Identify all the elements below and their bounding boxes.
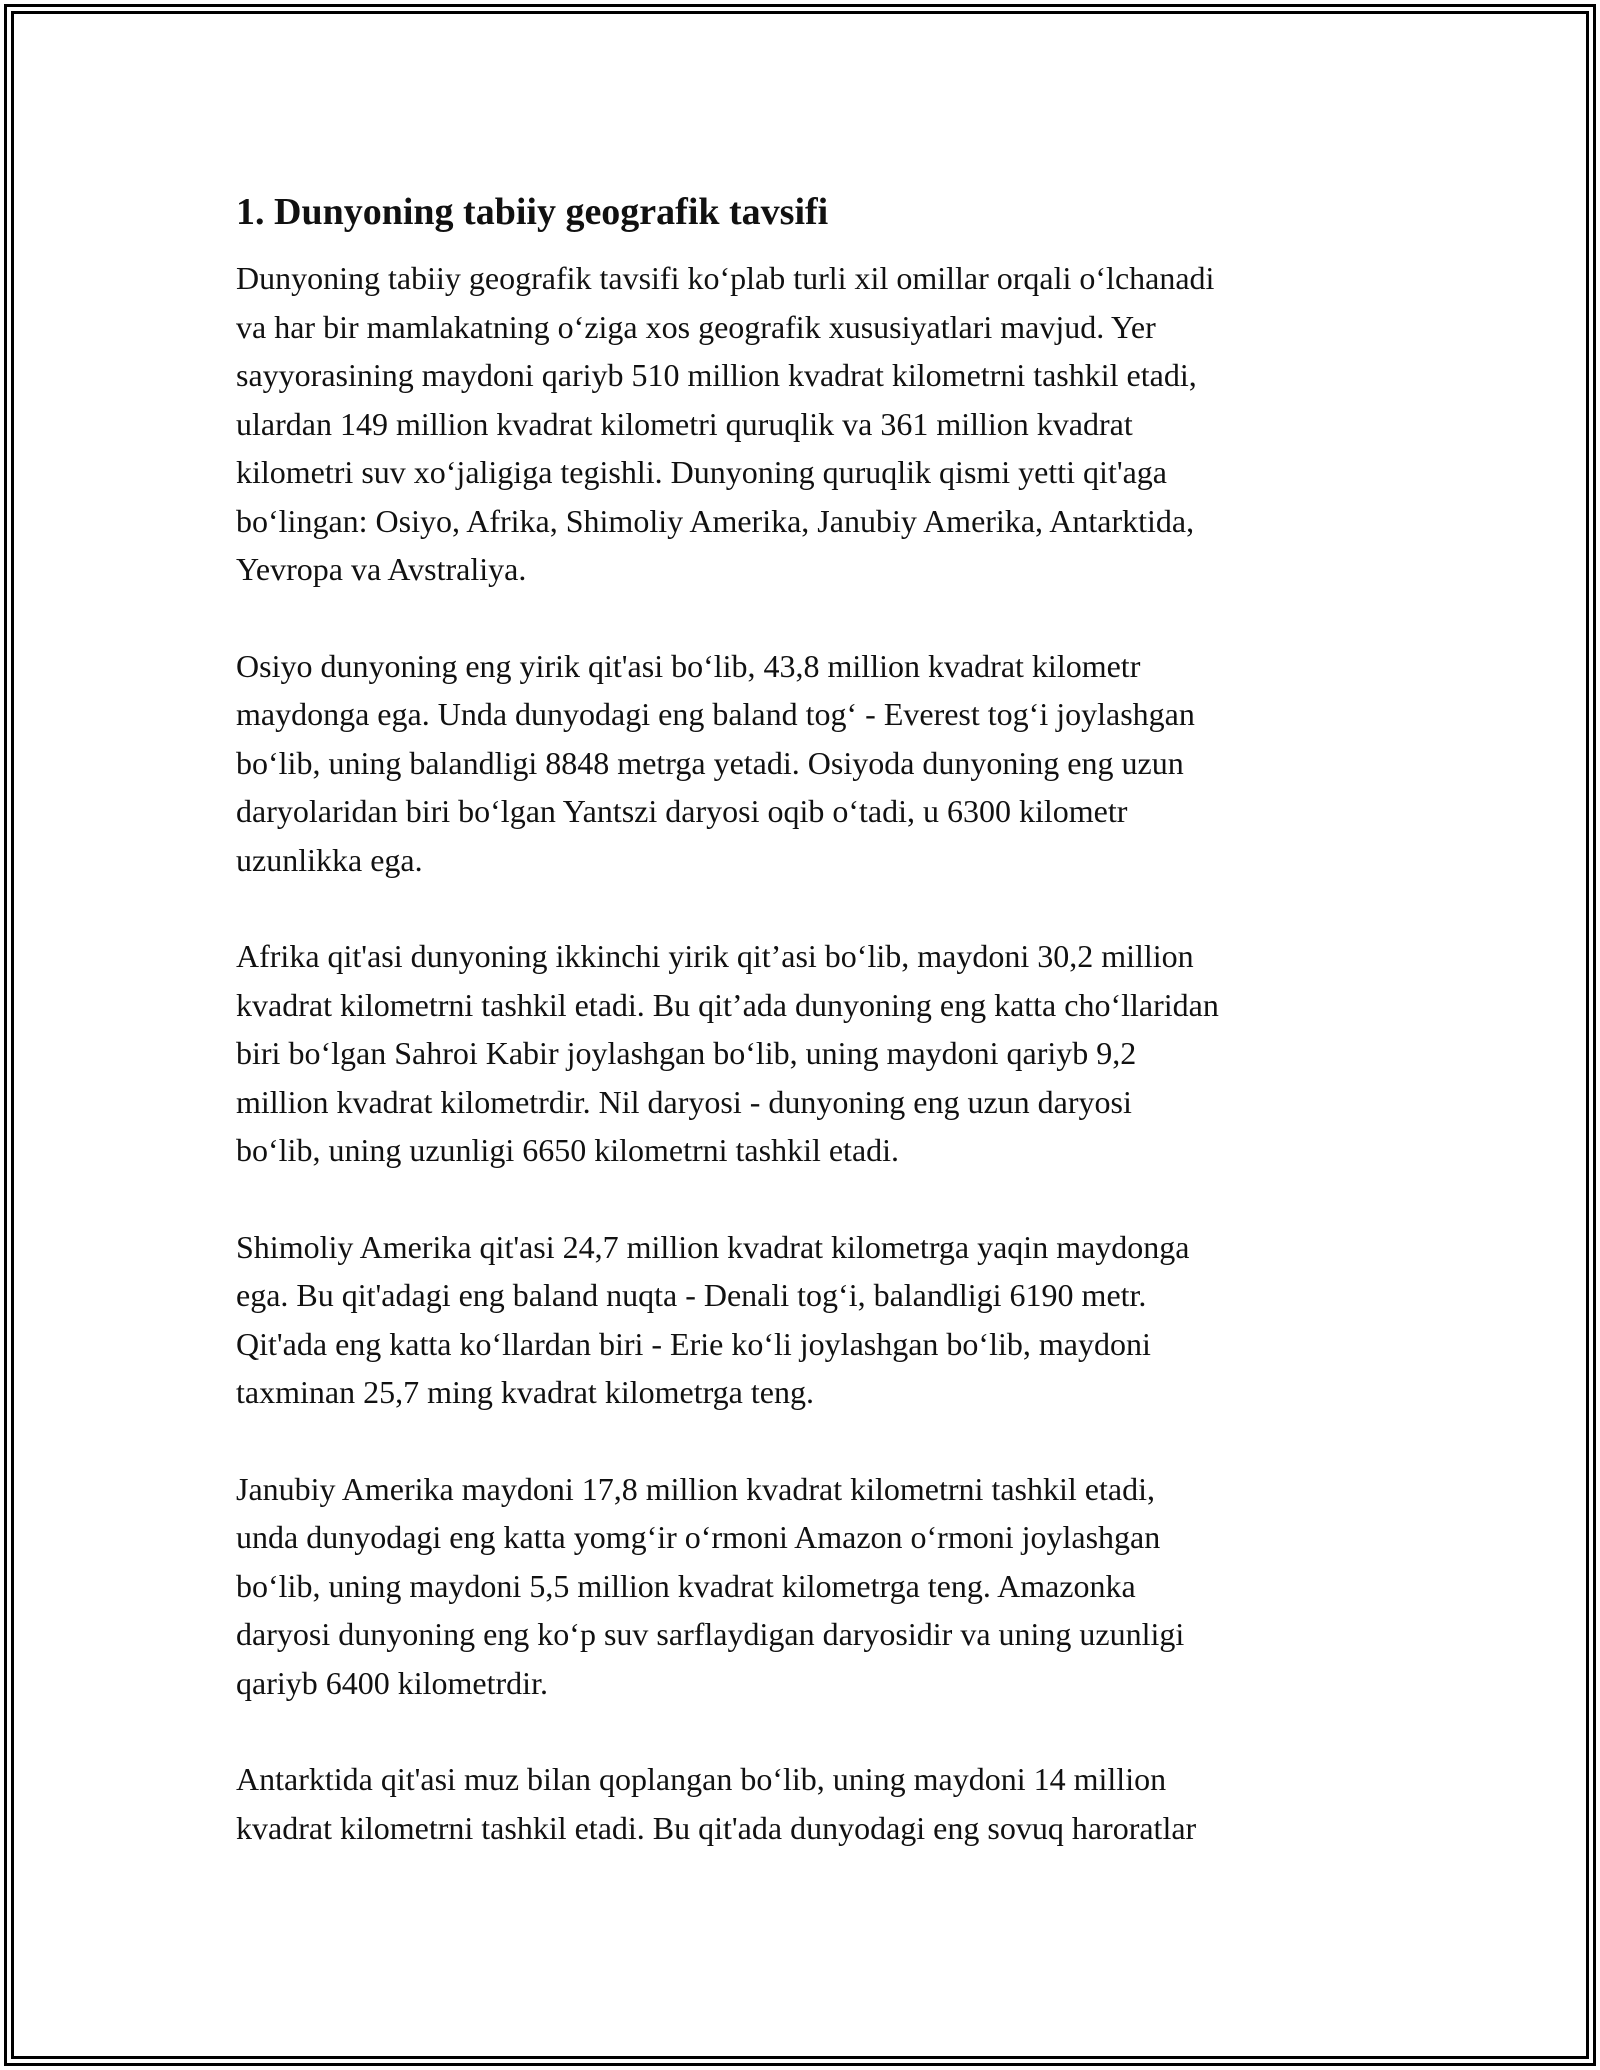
paragraph-line: bo‘lingan: Osiyo, Afrika, Shimoliy Amerika, Janubiy Amerika, Antarktida, <box>236 502 1195 539</box>
paragraph-line: maydonga ega. Unda dunyodagi eng baland tog‘ - Everest tog‘i joylashgan <box>236 696 1195 732</box>
paragraph-line: million kvadrat kilometrdir. Nil daryosi - dunyoning eng uzun daryosi <box>236 1083 1132 1120</box>
paragraph-line: taxminan 25,7 ming kvadrat kilometrga teng. <box>236 1374 814 1410</box>
paragraph-line: biri bo‘lgan Sahroi Kabir joylashgan bo‘lib, uning maydoni qariyb 9,2 <box>236 1035 1137 1071</box>
paragraph-line: Yevropa va Avstraliya. <box>236 551 527 587</box>
paragraph-line: sayyorasining maydoni qariyb 510 million kvadrat kilometrni tashkil etadi, <box>236 357 1197 393</box>
paragraph-line: bo‘lib, uning maydoni 5,5 million kvadrat kilometrga teng. Amazonka <box>236 1567 1136 1604</box>
paragraph-line: uzunlikka ega. <box>236 841 423 878</box>
paragraph <box>236 642 1368 885</box>
paragraph-list <box>236 254 1368 1852</box>
paragraph <box>236 1465 1368 1708</box>
paragraph <box>236 1755 1368 1852</box>
paragraph-line: Qit'ada eng katta ko‘llardan biri - Erie ko‘li joylashgan bo‘lib, maydoni <box>236 1325 1151 1362</box>
paragraph <box>236 932 1368 1175</box>
paragraph-line: Antarktida qit'asi muz bilan qoplangan bo‘lib, uning maydoni 14 million <box>236 1761 1167 1797</box>
paragraph-line: qariyb 6400 kilometrdir. <box>236 1664 548 1701</box>
paragraph-line: ega. Bu qit'adagi eng baland nuqta - Denali tog‘i, balandligi 6190 metr. <box>236 1277 1147 1313</box>
paragraph-line: va har bir mamlakatning o‘ziga xos geografik xususiyatlari mavjud. Yer <box>236 308 1156 345</box>
paragraph-line: kvadrat kilometrni tashkil etadi. Bu qit'ada dunyodagi eng sovuq haroratlar <box>236 1809 1197 1846</box>
paragraph-line: Shimoliy Amerika qit'asi 24,7 million kvadrat kilometrga yaqin maydonga <box>236 1228 1190 1265</box>
paragraph-line: bo‘lib, uning balandligi 8848 metrga yetadi. Osiyoda dunyoning eng uzun <box>236 744 1184 781</box>
paragraph-line: daryosi dunyoning eng ko‘p suv sarflaydigan daryosidir va uning uzunligi <box>236 1616 1185 1652</box>
paragraph <box>236 1223 1368 1417</box>
paragraph-line: Osiyo dunyoning eng yirik qit'asi bo‘lib, 43,8 million kvadrat kilometr <box>236 647 1141 684</box>
paragraph-line: ulardan 149 million kvadrat kilometri quruqlik va 361 million kvadrat <box>236 405 1133 442</box>
paragraph-line: Afrika qit'asi dunyoning ikkinchi yirik qit’asi bo‘lib, maydoni 30,2 million <box>236 938 1194 974</box>
paragraph-line: Dunyoning tabiiy geografik tavsifi ko‘plab turli xil omillar orqali o‘lchanadi <box>236 260 1215 296</box>
document-body <box>236 188 1368 1900</box>
paragraph-line: kvadrat kilometrni tashkil etadi. Bu qit’ada dunyoning eng katta cho‘llaridan <box>236 986 1219 1023</box>
paragraph-line: unda dunyodagi eng katta yomg‘ir o‘rmoni Amazon o‘rmoni joylashgan <box>236 1519 1161 1555</box>
paragraph <box>236 254 1368 594</box>
section-title: 1. Dunyoning tabiiy geografik tavsifi <box>236 191 829 233</box>
paragraph-line: daryolaridan biri bo‘lgan Yantszi daryosi oqib o‘tadi, u 6300 kilometr <box>236 793 1128 829</box>
paragraph-line: bo‘lib, uning uzunligi 6650 kilometrni tashkil etadi. <box>236 1132 900 1168</box>
paragraph-line: kilometri suv xo‘jaligiga tegishli. Dunyoning quruqlik qismi yetti qit'aga <box>236 454 1167 490</box>
paragraph-line: Janubiy Amerika maydoni 17,8 million kvadrat kilometrni tashkil etadi, <box>236 1470 1155 1507</box>
